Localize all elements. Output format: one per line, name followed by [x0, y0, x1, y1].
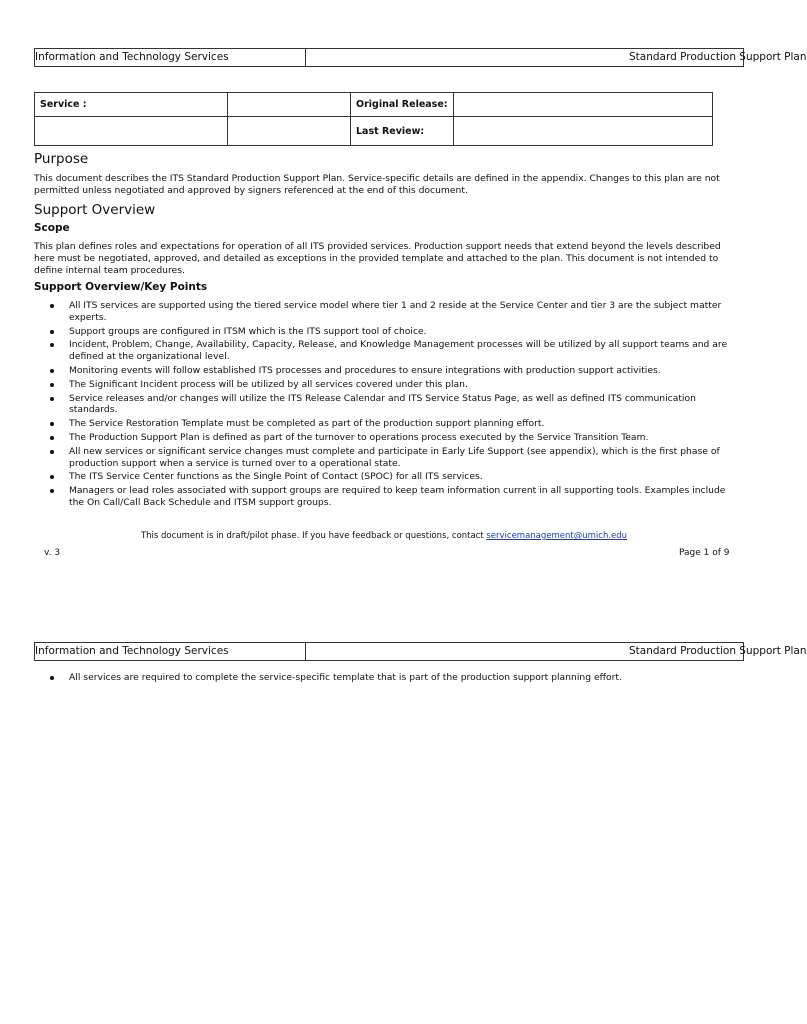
document-meta-table	[34, 92, 713, 146]
bullet-icon	[50, 422, 54, 426]
key-points-list	[34, 300, 736, 511]
list-item: Service releases and/or changes will utilize the ITS Release Calendar and ITS Service Status Page, as well as defined ITS communication standards.	[34, 393, 736, 417]
key-points-heading: Support Overview/Key Points	[34, 281, 208, 293]
bullet-icon	[50, 343, 54, 347]
bullet-icon	[50, 436, 54, 440]
footer-note-text: This document is in draft/pilot phase. If you have feedback or questions, contact	[140, 531, 487, 541]
bullet-icon	[50, 383, 54, 387]
list-item: The ITS Service Center functions as the Single Point of Contact (SPOC) for all ITS services.	[34, 471, 736, 483]
list-item: All new services or significant service changes must complete and participate in Early Life Support (see appendix), which is the first phase of production support when a service is turned over to a operational state.	[34, 446, 736, 470]
list-item: The Production Support Plan is defined as part of the turnover to operations process executed by the Service Transition Team.	[34, 432, 736, 444]
scope-text: This plan defines roles and expectations for operation of all ITS provided services. Production support needs that extend beyond the levels described here must be negotiated, approved, and detailed as exceptions in the provided template and attached to the plan. This document is not intended to define internal team procedures.	[34, 241, 721, 276]
list-item: Incident, Problem, Change, Availability, Capacity, Release, and Knowledge Management processes will be utilized by all support teams and are defined at the organizational level.	[34, 339, 736, 363]
scope-heading: Scope	[34, 222, 70, 234]
header-doc-title: Standard Production Support Plan	[629, 645, 807, 657]
page-header	[34, 48, 807, 67]
feedback-email-link[interactable]: servicemanagement@umich.edu	[486, 531, 628, 541]
bullet-icon	[50, 489, 54, 493]
bullet-icon	[50, 475, 54, 479]
version-label: v. 3	[44, 548, 61, 558]
service-value	[228, 93, 351, 117]
list-item: All ITS services are supported using the tiered service model where tier 1 and 2 reside at the Service Center and tier 3 are the subject matter experts.	[34, 300, 736, 324]
header-org: Information and Technology Services	[35, 49, 306, 66]
footer-note	[0, 531, 768, 541]
list-item: Support groups are configured in ITSM which is the ITS support tool of choice.	[34, 326, 736, 338]
list-item: All services are required to complete the service-specific template that is part of the production support planning effort.	[34, 672, 736, 684]
page2-list	[34, 672, 736, 686]
page-header-2	[34, 642, 807, 661]
service-label: Service :	[35, 93, 228, 117]
list-item: Managers or lead roles associated with support groups are required to keep team information current in all supporting tools. Examples include the On Call/Call Back Schedule and ITSM support groups.	[34, 485, 736, 509]
support-overview-heading: Support Overview	[34, 202, 156, 218]
bullet-icon	[50, 330, 54, 334]
list-item: The Service Restoration Template must be completed as part of the production support planning effort.	[34, 418, 736, 430]
bullet-icon	[50, 397, 54, 401]
last-review-value	[453, 117, 712, 146]
bullet-icon	[50, 369, 54, 373]
last-review-label: Last Review:	[351, 117, 454, 146]
header-doc-title: Standard Production Support Plan	[629, 51, 807, 63]
bullet-icon	[50, 304, 54, 308]
bullet-icon	[50, 676, 54, 680]
purpose-heading: Purpose	[34, 151, 89, 167]
list-item: Monitoring events will follow established ITS processes and procedures to ensure integrations with production support activities.	[34, 365, 736, 377]
original-release-label: Original Release:	[351, 93, 454, 117]
bullet-icon	[50, 450, 54, 454]
original-release-value	[453, 93, 712, 117]
header-org: Information and Technology Services	[35, 643, 306, 660]
purpose-text: This document describes the ITS Standard Production Support Plan. Service-specific details are defined in the appendix. Changes to this plan are not permitted unless negotiated and approved by signers referenced at the end of this document.	[34, 173, 720, 196]
list-item: The Significant Incident process will be utilized by all services covered under this plan.	[34, 379, 736, 391]
page-number: Page 1 of 9	[679, 548, 730, 558]
